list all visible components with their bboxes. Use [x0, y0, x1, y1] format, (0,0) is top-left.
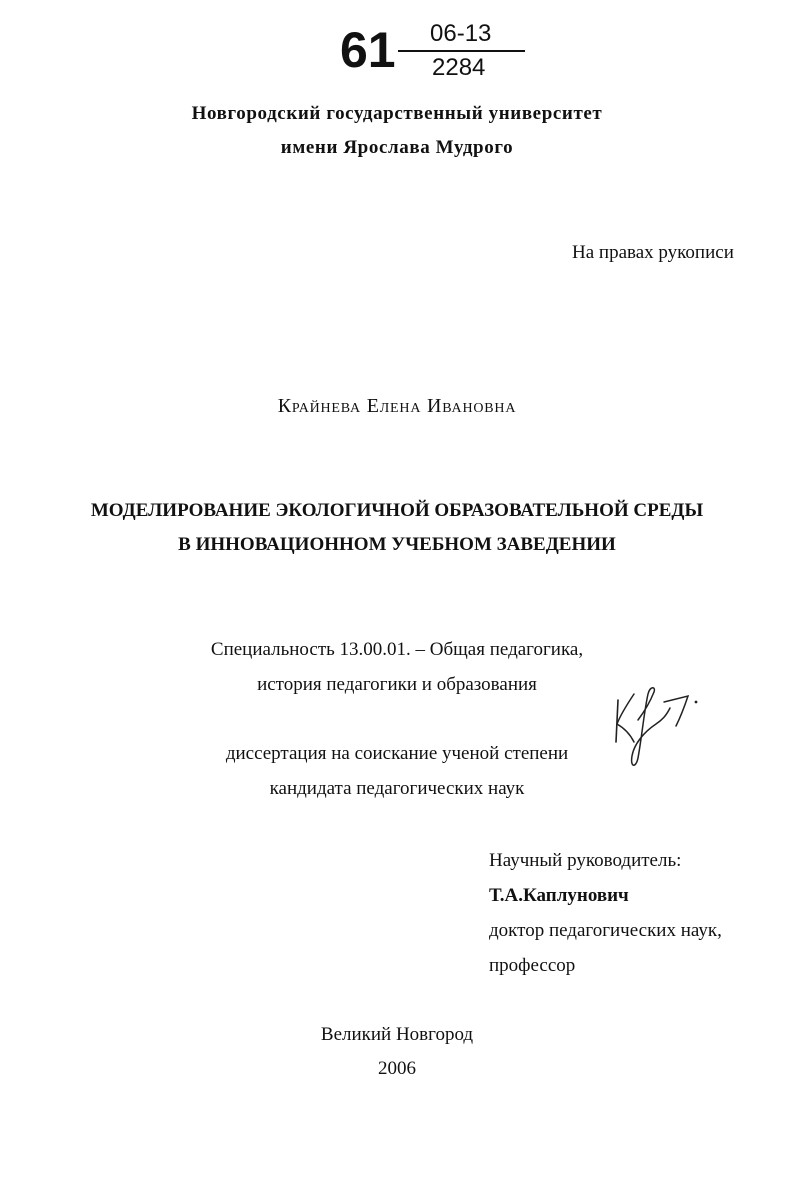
rights-notice: На правах рукописи — [572, 242, 734, 263]
supervisor-label: Научный руководитель: — [489, 850, 682, 871]
shelf-code-main: 61 — [340, 22, 396, 78]
dissertation-line2: кандидата педагогических наук — [269, 778, 525, 799]
shelf-code-top: 06-13 — [430, 20, 492, 47]
supervisor-degree: доктор педагогических наук, — [489, 920, 722, 941]
supervisor-name: Т.А.Каплунович — [489, 885, 629, 906]
year: 2006 — [378, 1058, 416, 1079]
supervisor-title: профессор — [489, 955, 576, 976]
shelf-code-bottom: 2284 — [432, 54, 486, 81]
university-name-line2: имени Ярослава Мудрого — [280, 137, 514, 158]
thesis-title-line2: В ИННОВАЦИОННОМ УЧЕБНОМ ЗАВЕДЕНИИ — [178, 534, 616, 555]
thesis-title-line1: МОДЕЛИРОВАНИЕ ЭКОЛОГИЧНОЙ ОБРАЗОВАТЕЛЬНОЙ СРЕДЫ — [90, 500, 704, 521]
specialty-line2: история педагогики и образования — [257, 674, 537, 695]
university-name-line1: Новгородский государственный университет — [191, 103, 603, 124]
specialty-line1: Специальность 13.00.01. – Общая педагогика, — [210, 639, 584, 660]
author-name: Крайнева Елена Ивановна — [277, 395, 517, 417]
shelf-code-divider — [398, 50, 525, 52]
dissertation-line1: диссертация на соискание ученой степени — [225, 743, 569, 764]
city: Великий Новгород — [320, 1024, 474, 1045]
